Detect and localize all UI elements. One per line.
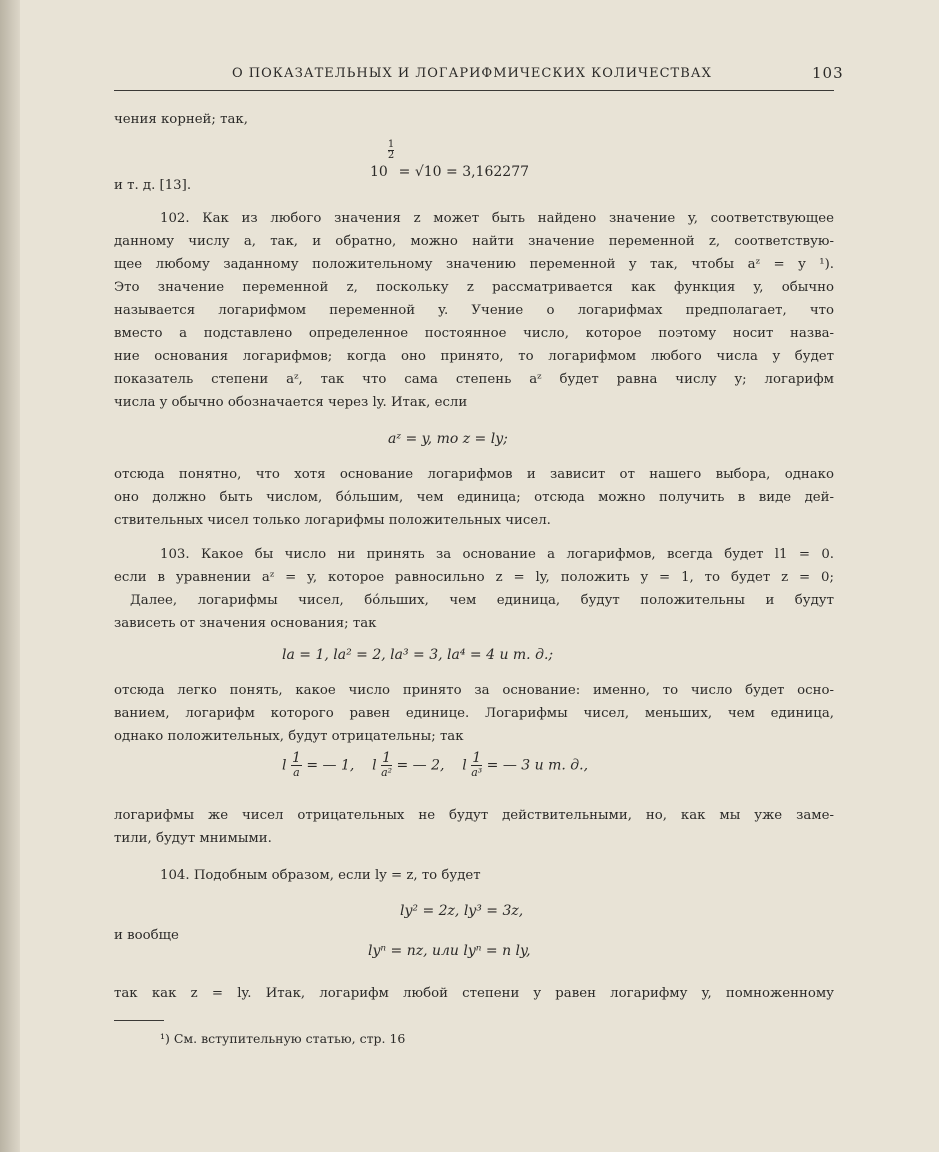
fraction-numerator: 1 — [291, 750, 301, 766]
text-line: чения корней; так, — [114, 112, 248, 127]
paragraph-103-line: Далее, логарифмы чисел, бо́льших, чем единица, будут положительны и будут — [130, 593, 834, 608]
eq-l: l — [462, 757, 467, 774]
equation-negative-logs — [282, 751, 588, 780]
eq-exp-den: 2 — [387, 150, 395, 161]
paragraph-104-line: и вообще — [114, 928, 179, 943]
paragraph-102-line: оно должно быть числом, бо́льшим, чем единица; отсюда можно получить в виде дей- — [114, 490, 834, 505]
paragraph-102-line: показатель степени aᶻ, так что сама степень aᶻ будет равна числу y; логарифм — [114, 372, 834, 387]
paragraph-102-line: числа y обычно обозначается через ly. Итак, если — [114, 395, 468, 410]
paragraph-103-line: ванием, логарифм которого равен единице. Логарифмы чисел, меньших, чем единица, — [114, 706, 834, 721]
footnote: ¹) См. вступительную статью, стр. 16 — [160, 1031, 406, 1046]
eq-exp-num: 1 — [387, 139, 395, 150]
fraction-numerator: 1 — [382, 750, 391, 766]
paragraph-103-line: однако положительных, будут отрицательны; так — [114, 729, 464, 744]
equation-log-definition: aᶻ = y, то z = ly; — [388, 431, 508, 447]
paragraph-103-line: 103. Какое бы число ни принять за основание a логарифмов, всегда будет l1 = 0. — [160, 547, 834, 562]
footnote-rule — [114, 1020, 164, 1021]
paragraph-102-line: называется логарифмом переменной y. Учение о логарифмах предполагает, что — [114, 303, 834, 318]
equation-log-powers: la = 1, la² = 2, la³ = 3, la⁴ = 4 и т. д.; — [282, 647, 554, 663]
paragraph-102-line: вместо a подставлено определенное постоянное число, которое поэтому носит назва- — [114, 326, 834, 341]
paragraph-104-line: 104. Подобным образом, если ly = z, то будет — [160, 868, 481, 883]
paragraph-104-line: так как z = ly. Итак, логарифм любой степени y равен логарифму y, помноженному — [114, 986, 834, 1001]
page-number: 103 — [812, 64, 844, 82]
fraction-denominator: a² — [381, 766, 393, 779]
text-line: и т. д. [13]. — [114, 178, 192, 193]
paragraph-102-line: отсюда понятно, что хотя основание логарифмов и зависит от нашего выбора, однако — [114, 467, 834, 482]
paragraph-103-line: отсюда легко понять, какое число принято за основание: именно, то число будет осно- — [114, 683, 834, 698]
equation-log-general-power: lyⁿ = nz, или lyⁿ = n ly, — [368, 943, 531, 959]
fraction-denominator: a — [293, 766, 300, 779]
paragraph-102-line: данному числу a, так, и обратно, можно найти значение переменной z, соответствую- — [114, 234, 834, 249]
paragraph-103-line: зависеть от значения основания; так — [114, 616, 377, 631]
paragraph-103-line: логарифмы же чисел отрицательных не будут действительными, но, как мы уже заме- — [114, 808, 834, 823]
paragraph-103-line: если в уравнении aᶻ = y, которое равносильно z = ly, положить y = 1, то будет z = 0; — [114, 570, 834, 585]
equation-sqrt10 — [370, 140, 529, 180]
eq-rhs: = — 3 и т. д., — [486, 757, 589, 774]
eq-l: l — [372, 757, 377, 774]
eq-l: l — [282, 757, 287, 774]
running-title: О ПОКАЗАТЕЛЬНЫХ И ЛОГАРИФМИЧЕСКИХ КОЛИЧЕСТВАХ — [232, 66, 712, 81]
page-spine-shadow — [0, 0, 20, 1152]
eq-rhs: = — 2, — [396, 757, 445, 774]
paragraph-102-line: ствительных чисел только логарифмы положительных чисел. — [114, 513, 551, 528]
paragraph-103-line: тили, будут мнимыми. — [114, 831, 272, 846]
paragraph-102-line: Это значение переменной z, поскольку z рассматривается как функция y, обычно — [114, 280, 834, 295]
eq-rhs: = √10 = 3,162277 — [398, 164, 530, 180]
fraction — [471, 751, 482, 780]
header-rule — [114, 90, 834, 91]
fraction — [291, 751, 302, 780]
eq-rhs: = — 1, — [306, 757, 355, 774]
paragraph-102-line: щее любому заданному положительному значению переменной y так, чтобы aᶻ = y ¹). — [114, 257, 834, 272]
paragraph-102-line: 102. Как из любого значения z может быть найдено значение y, соответствующее — [160, 211, 834, 226]
fraction — [381, 751, 392, 780]
paragraph-102-line: ние основания логарифмов; когда оно принято, то логарифмом любого числа y будет — [114, 349, 834, 364]
equation-log-y-powers: ly² = 2z, ly³ = 3z, — [400, 903, 524, 919]
fraction-denominator: a³ — [471, 766, 483, 779]
fraction-numerator: 1 — [472, 750, 482, 766]
eq-base: 10 — [370, 164, 388, 180]
